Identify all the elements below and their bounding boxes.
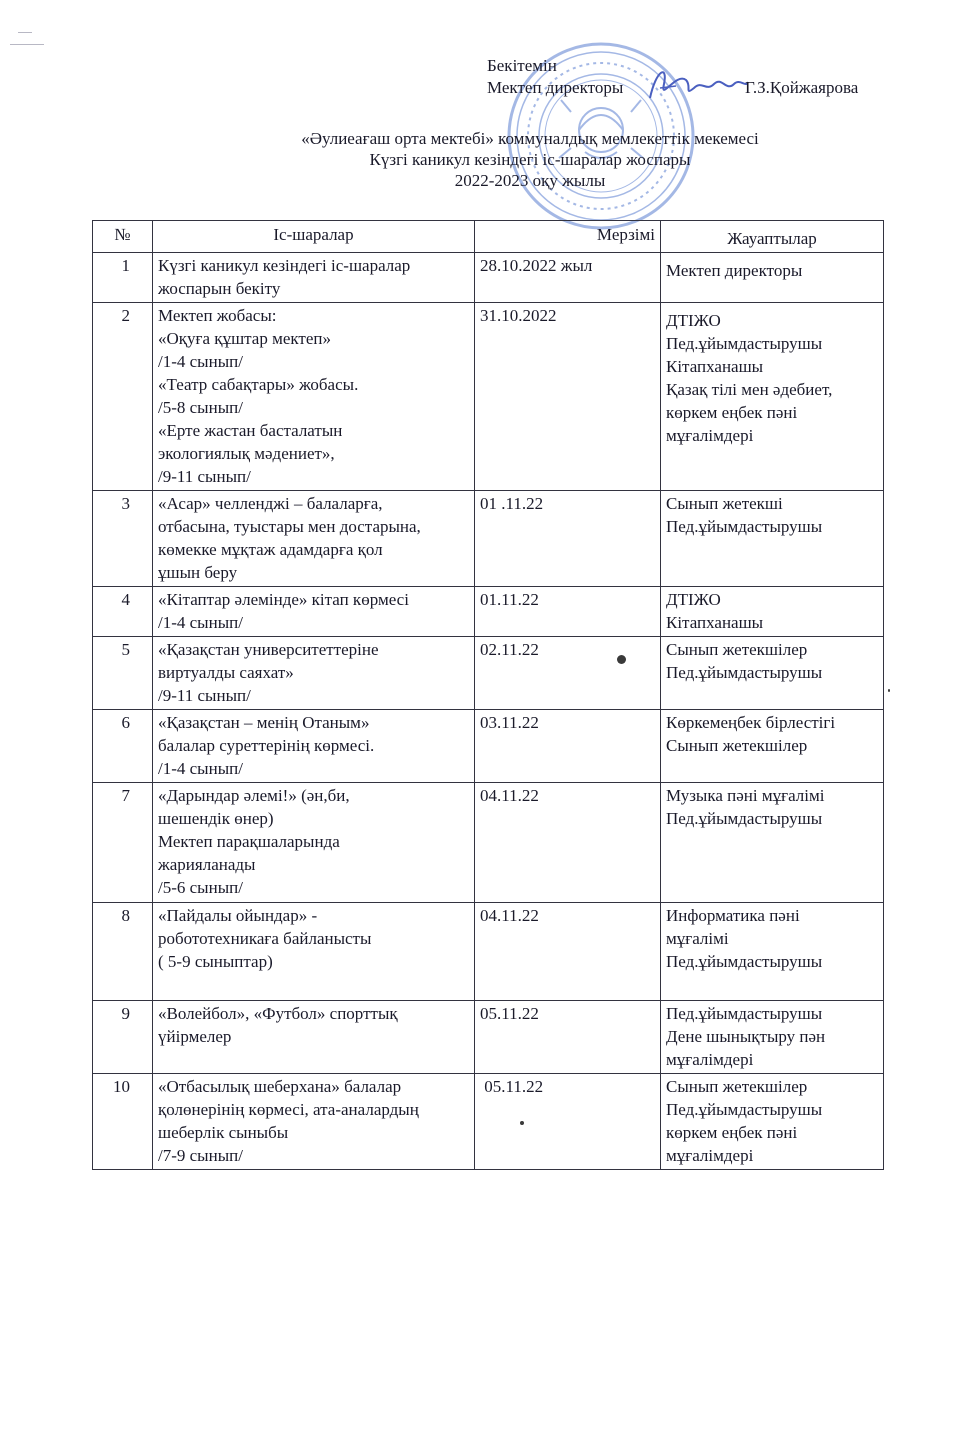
event-cell <box>153 587 475 637</box>
table-row <box>93 637 884 710</box>
responsible-text-line: Пед.ұйымдастырушы <box>666 809 823 828</box>
responsible-text-line: Пед.ұйымдастырушы <box>666 334 823 353</box>
event-text-line: көмекке мұқтаж адамдарға қол <box>158 540 383 559</box>
event-text-line: «Кітаптар әлемінде» кітап көрмесі <box>158 590 409 609</box>
approval-block <box>487 55 859 99</box>
responsible-text-line: Пед.ұйымдастырушы <box>666 517 823 536</box>
row-number: 5 <box>93 637 153 710</box>
event-text-line: виртуалды саяхат» <box>158 663 294 682</box>
responsible-text-line: мұғалімдері <box>666 1050 754 1069</box>
date-cell: 31.10.2022 <box>475 303 661 491</box>
event-cell <box>153 783 475 903</box>
date-cell: 04.11.22 <box>475 783 661 903</box>
event-text-line: «Отбасылық шеберхана» балалар <box>158 1077 402 1096</box>
responsible-text-line: Қазақ тілі мен әдебиет, <box>666 380 833 399</box>
event-text-line: қолөнерінің көрмесі, ата-аналардың <box>158 1100 419 1119</box>
event-text-line: «Асар» челленджі – балаларға, <box>158 494 383 513</box>
scan-mark <box>18 32 32 33</box>
row-number: 10 <box>93 1074 153 1170</box>
event-text-line: «Пайдалы ойындар» - <box>158 906 318 925</box>
event-text-line: робототехникаға байланысты <box>158 929 372 948</box>
table-row <box>93 1001 884 1074</box>
approval-title: Бекітемін <box>487 56 557 75</box>
scan-speck <box>520 1121 524 1125</box>
scan-speck <box>617 655 626 664</box>
date-cell: 03.11.22 <box>475 710 661 783</box>
responsible-cell <box>661 710 884 783</box>
event-text-line: ұшын беру <box>158 563 238 582</box>
event-cell <box>153 303 475 491</box>
date-cell: 05.11.22 <box>475 1001 661 1074</box>
responsible-text-line: Музыка пәні мұғалімі <box>666 786 825 805</box>
responsible-text-line: мұғалімдері <box>666 426 754 445</box>
row-number: 1 <box>93 253 153 303</box>
table-row <box>93 903 884 1001</box>
event-cell <box>153 710 475 783</box>
event-text-line: экологиялық мәдениет», <box>158 444 335 463</box>
event-text-line: жарияланады <box>158 855 256 874</box>
responsible-cell <box>661 783 884 903</box>
event-text-line: /5-8 сынып/ <box>158 398 243 417</box>
column-header-date: Мерзімі <box>475 221 661 253</box>
director-signature-icon <box>642 58 752 108</box>
event-text-line: «Волейбол», «Футбол» спорттық <box>158 1004 398 1023</box>
responsible-cell <box>661 253 884 303</box>
event-cell <box>153 1074 475 1170</box>
column-header-number: № <box>93 221 153 253</box>
event-text-line: /1-4 сынып/ <box>158 613 243 632</box>
responsible-text-line: ДТІЖО <box>666 590 721 609</box>
column-header-event: Іс-шаралар <box>153 221 475 253</box>
event-text-line: ( 5-9 сыныптар) <box>158 952 273 971</box>
scan-mark <box>10 44 44 45</box>
date-cell: 05.11.22 <box>475 1074 661 1170</box>
event-text-line: «Ерте жастан басталатын <box>158 421 343 440</box>
date-cell: 04.11.22 <box>475 903 661 1001</box>
event-text-line: Мектеп жобасы: <box>158 306 277 325</box>
institution-name: «Әулиеағаш орта мектебі» коммуналдық мемлекеттік мекемесі <box>301 129 759 148</box>
row-number: 2 <box>93 303 153 491</box>
event-text-line: «Қазақстан университеттеріне <box>158 640 379 659</box>
event-text-line: /7-9 сынып/ <box>158 1146 243 1165</box>
event-text-line: «Дарындар әлемі!» (ән,би, <box>158 786 350 805</box>
responsible-text-line: Пед.ұйымдастырушы <box>666 1004 823 1023</box>
event-text-line: «Театр сабақтары» жобасы. <box>158 375 359 394</box>
event-cell <box>153 1001 475 1074</box>
responsible-cell <box>661 903 884 1001</box>
date-cell: 28.10.2022 жыл <box>475 253 661 303</box>
row-number: 7 <box>93 783 153 903</box>
table-row <box>93 253 884 303</box>
event-text-line: жоспарын бекіту <box>158 279 281 298</box>
event-text-line: үйірмелер <box>158 1027 232 1046</box>
event-text-line: /1-4 сынып/ <box>158 352 243 371</box>
event-cell <box>153 637 475 710</box>
responsible-cell <box>661 637 884 710</box>
table-row <box>93 303 884 491</box>
date-cell: 01 .11.22 <box>475 491 661 587</box>
event-cell <box>153 903 475 1001</box>
responsible-text-line: Пед.ұйымдастырушы <box>666 663 823 682</box>
table-row <box>93 587 884 637</box>
scan-speck <box>888 689 890 692</box>
event-text-line: Күзгі каникул кезіндегі іс-шаралар <box>158 256 411 275</box>
row-number: 6 <box>93 710 153 783</box>
table-row <box>93 491 884 587</box>
event-text-line: «Қазақстан – менің Отаным» <box>158 713 370 732</box>
approval-position: Мектеп директоры <box>487 78 624 97</box>
responsible-text-line: Сынып жетекшілер <box>666 640 808 659</box>
responsible-text-line: Информатика пәні <box>666 906 800 925</box>
event-text-line: «Оқуға құштар мектеп» <box>158 329 331 348</box>
row-number: 8 <box>93 903 153 1001</box>
event-text-line: /1-4 сынып/ <box>158 759 243 778</box>
responsible-text-line: көркем еңбек пәні <box>666 1123 798 1142</box>
table-body <box>93 253 884 1170</box>
date-cell: 02.11.22 <box>475 637 661 710</box>
responsible-text-line: мұғалімдері <box>666 1146 754 1165</box>
row-number: 4 <box>93 587 153 637</box>
column-header-responsible: Жауаптылар <box>661 221 884 253</box>
responsible-text-line: Сынып жетекші <box>666 494 783 513</box>
responsible-cell <box>661 587 884 637</box>
row-number: 3 <box>93 491 153 587</box>
events-table <box>92 220 884 1170</box>
event-cell <box>153 253 475 303</box>
approval-director-name: Г.З.Қойжаярова <box>745 78 859 97</box>
responsible-text-line: Пед.ұйымдастырушы <box>666 1100 823 1119</box>
responsible-text-line: Дене шынықтыру пән <box>666 1027 826 1046</box>
plan-title: Күзгі каникул кезіндегі іс-шаралар жоспары <box>369 150 691 169</box>
responsible-cell <box>661 1074 884 1170</box>
table-header-row <box>93 221 884 253</box>
responsible-text-line: Кітапханашы <box>666 613 764 632</box>
responsible-text-line: мұғалімі <box>666 929 729 948</box>
event-text-line: /9-11 сынып/ <box>158 467 251 486</box>
table-row <box>93 710 884 783</box>
event-text-line: балалар суреттерінің көрмесі. <box>158 736 375 755</box>
event-text-line: шешендік өнер) <box>158 809 274 828</box>
responsible-text-line: Сынып жетекшілер <box>666 736 808 755</box>
row-number: 9 <box>93 1001 153 1074</box>
responsible-cell <box>661 1001 884 1074</box>
responsible-text-line: Көркемеңбек бірлестігі <box>666 713 836 732</box>
event-text-line: шеберлік сыныбы <box>158 1123 289 1142</box>
event-text-line: /9-11 сынып/ <box>158 686 251 705</box>
responsible-text-line: Кітапханашы <box>666 357 764 376</box>
responsible-text-line: Мектеп директоры <box>666 261 803 280</box>
event-cell <box>153 491 475 587</box>
responsible-text-line: ДТІЖО <box>666 311 721 330</box>
event-text-line: отбасына, туыстары мен достарына, <box>158 517 421 536</box>
responsible-cell <box>661 491 884 587</box>
responsible-text-line: Пед.ұйымдастырушы <box>666 952 823 971</box>
event-text-line: /5-6 сынып/ <box>158 878 243 897</box>
event-text-line: Мектеп парақшаларында <box>158 832 340 851</box>
table-row <box>93 783 884 903</box>
table-row <box>93 1074 884 1170</box>
responsible-text-line: Сынып жетекшілер <box>666 1077 808 1096</box>
academic-year: 2022-2023 оқу жылы <box>454 171 606 190</box>
responsible-cell <box>661 303 884 491</box>
date-cell: 01.11.22 <box>475 587 661 637</box>
responsible-text-line: көркем еңбек пәні <box>666 403 798 422</box>
document-heading <box>140 128 920 191</box>
approval-director-line <box>487 77 859 99</box>
